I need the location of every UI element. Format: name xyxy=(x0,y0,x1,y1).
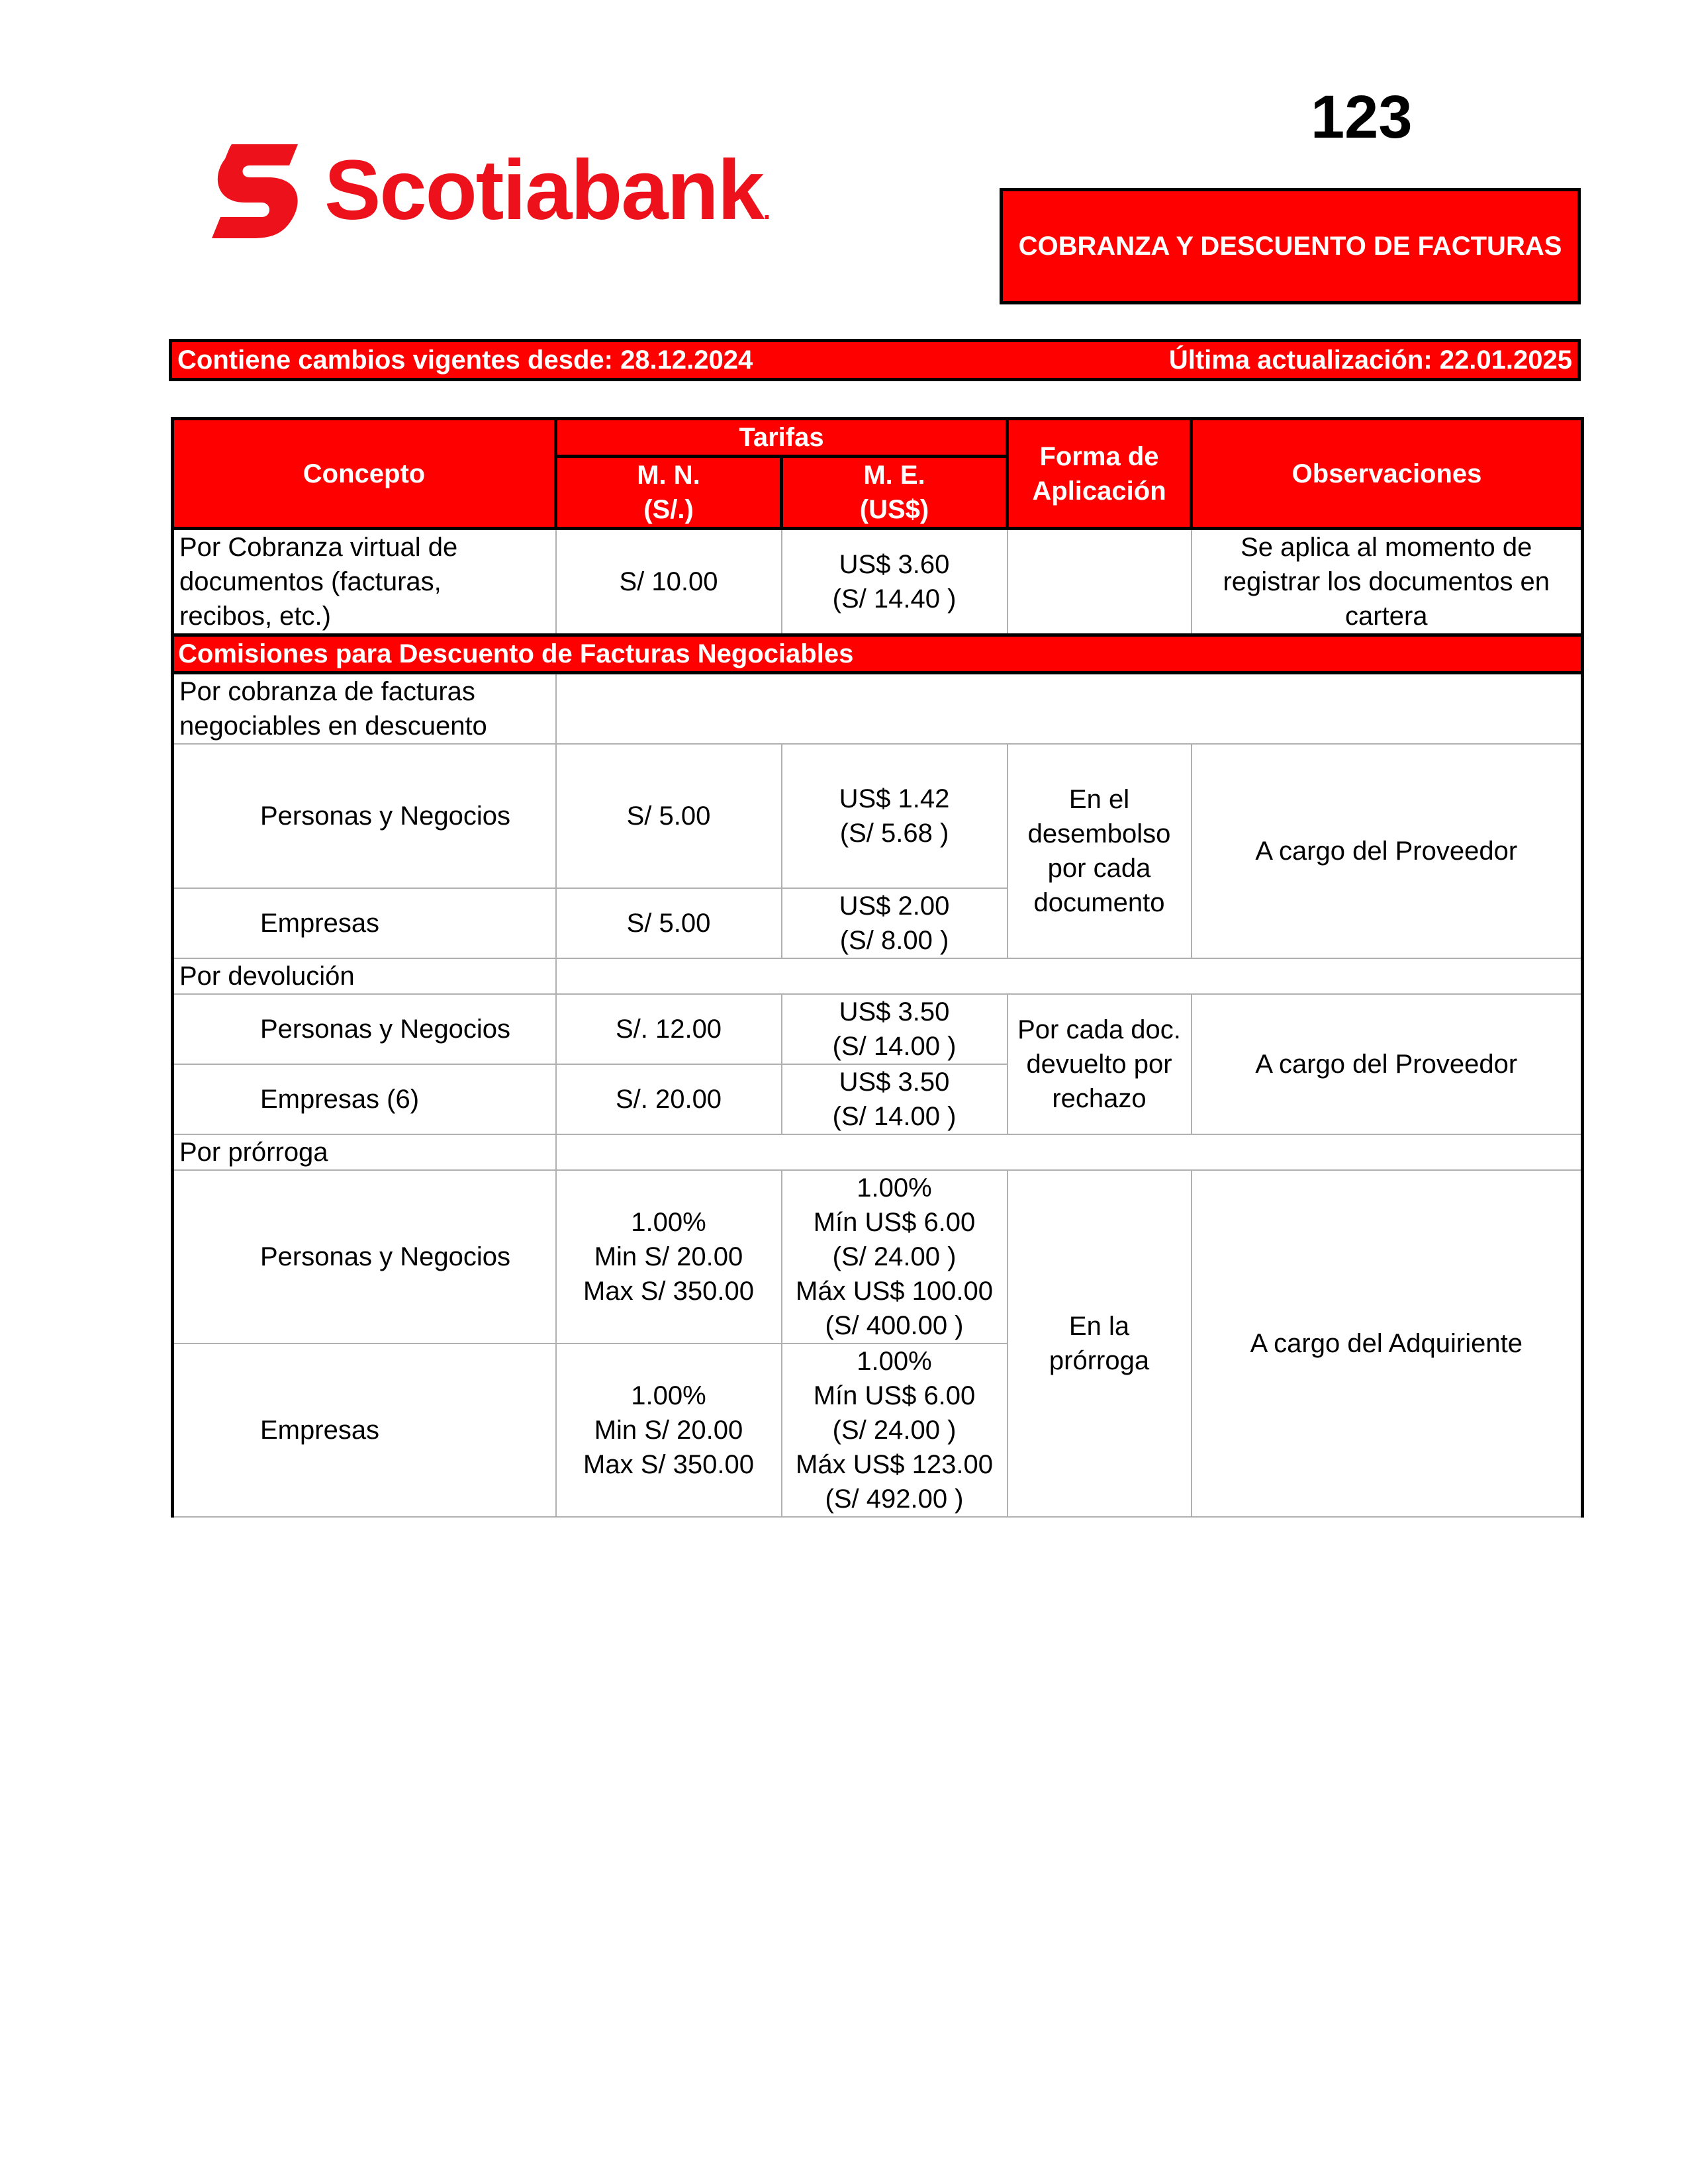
cell-mn: S/. 20.00 xyxy=(556,1064,782,1134)
info-bar xyxy=(169,339,1581,381)
group-title-row xyxy=(173,1134,1583,1170)
cell-mn: S/ 10.00 xyxy=(556,529,782,635)
scotiabank-logo xyxy=(209,139,818,242)
cell-forma xyxy=(1008,529,1192,635)
cell-concept: Empresas xyxy=(173,1343,556,1517)
cell-obs: A cargo del Adquiriente xyxy=(1192,1170,1583,1517)
section-row xyxy=(173,635,1583,673)
row-cobranza-virtual xyxy=(173,529,1583,635)
group-title-filler xyxy=(556,1134,1583,1170)
cell-obs: A cargo del Proveedor xyxy=(1192,994,1583,1134)
cell-obs: Se aplica al momento de registrar los documentos en cartera xyxy=(1192,529,1583,635)
scotiabank-s-icon xyxy=(209,139,305,242)
cell-forma: En el desembolso por cada documento xyxy=(1008,744,1192,958)
cell-me: US$ 1.42 (S/ 5.68 ) xyxy=(782,744,1008,888)
header-concepto: Concepto xyxy=(173,419,556,529)
cell-obs: A cargo del Proveedor xyxy=(1192,744,1583,958)
fees-table xyxy=(171,417,1584,1518)
cell-me: US$ 3.50 (S/ 14.00 ) xyxy=(782,994,1008,1064)
cell-me: US$ 3.50 (S/ 14.00 ) xyxy=(782,1064,1008,1134)
cell-concept: Por Cobranza virtual de documentos (facturas, recibos, etc.) xyxy=(173,529,556,635)
header-mn: M. N. (S/.) xyxy=(556,457,782,529)
cell-concept: Empresas (6) xyxy=(173,1064,556,1134)
header-observaciones: Observaciones xyxy=(1192,419,1583,529)
cell-concept: Personas y Negocios xyxy=(173,1170,556,1343)
group-title-cobranza: Por cobranza de facturas negociables en descuento xyxy=(173,673,556,745)
cell-me: 1.00% Mín US$ 6.00 (S/ 24.00 ) Máx US$ 100.00 (S/ 400.00 ) xyxy=(782,1170,1008,1343)
group-title-filler xyxy=(556,958,1583,994)
table-row xyxy=(173,994,1583,1064)
header-me: M. E. (US$) xyxy=(782,457,1008,529)
table-row xyxy=(173,1170,1583,1343)
section-title: Comisiones para Descuento de Facturas Negociables xyxy=(173,635,1583,673)
cell-mn: 1.00% Min S/ 20.00 Max S/ 350.00 xyxy=(556,1343,782,1517)
last-updated: Última actualización: 22.01.2025 xyxy=(1168,345,1572,375)
group-title-row xyxy=(173,673,1583,745)
group-title-filler xyxy=(556,673,1583,745)
effective-date: Contiene cambios vigentes desde: 28.12.2024 xyxy=(177,345,753,375)
cell-me: US$ 2.00 (S/ 8.00 ) xyxy=(782,888,1008,958)
table-row xyxy=(173,744,1583,888)
cell-concept: Personas y Negocios xyxy=(173,744,556,888)
group-title-prorroga: Por prórroga xyxy=(173,1134,556,1170)
cell-mn: 1.00% Min S/ 20.00 Max S/ 350.00 xyxy=(556,1170,782,1343)
header-forma: Forma de Aplicación xyxy=(1008,419,1192,529)
scotiabank-wordmark: Scotiabank. xyxy=(324,143,769,238)
cell-mn: S/ 5.00 xyxy=(556,744,782,888)
header-tarifas: Tarifas xyxy=(556,419,1008,457)
cell-mn: S/. 12.00 xyxy=(556,994,782,1064)
cell-concept: Empresas xyxy=(173,888,556,958)
group-title-devolucion: Por devolución xyxy=(173,958,556,994)
group-title-row xyxy=(173,958,1583,994)
cell-concept: Personas y Negocios xyxy=(173,994,556,1064)
cell-forma: Por cada doc. devuelto por rechazo xyxy=(1008,994,1192,1134)
cell-me: US$ 3.60 (S/ 14.40 ) xyxy=(782,529,1008,635)
document-title: COBRANZA Y DESCUENTO DE FACTURAS xyxy=(1000,188,1581,304)
page-number: 123 xyxy=(1311,83,1413,151)
cell-me: 1.00% Mín US$ 6.00 (S/ 24.00 ) Máx US$ 123.00 (S/ 492.00 ) xyxy=(782,1343,1008,1517)
cell-forma: En la prórroga xyxy=(1008,1170,1192,1517)
cell-mn: S/ 5.00 xyxy=(556,888,782,958)
header-row-1 xyxy=(173,419,1583,457)
